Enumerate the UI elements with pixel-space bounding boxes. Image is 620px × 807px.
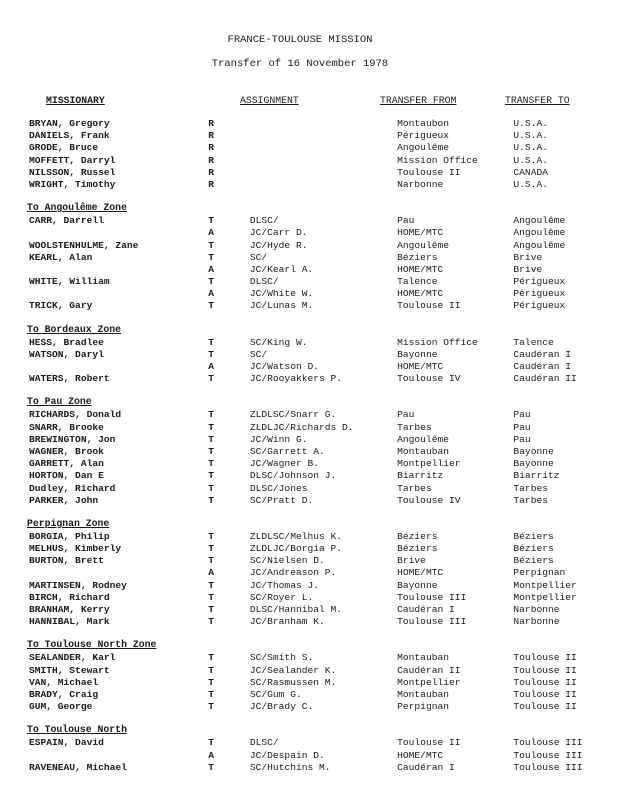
transfer-row: [0, 167, 620, 179]
transfer-from-cell: HOME/MTC: [397, 227, 444, 239]
assignment-cell: JC/Thomas J.: [249, 579, 319, 591]
transfer-to-cell: U.S.A.: [513, 130, 548, 142]
transfer-from-cell: Angoulême: [397, 239, 449, 251]
missionary-name: BRANHAM, Kerry: [29, 604, 110, 615]
transfer-row: [0, 470, 620, 482]
missionary-name: HORTON, Dan E: [29, 470, 104, 482]
transfer-from-cell: Narbonne: [397, 178, 444, 190]
transfer-to-cell: Narbonne: [513, 616, 560, 628]
transfer-code: T: [208, 555, 214, 567]
transfer-code: T: [208, 433, 214, 445]
missionary-name: WAGNER, Brook: [29, 445, 104, 457]
column-header-transfer-to: TRANSFER TO: [505, 95, 570, 106]
section-gap: [0, 628, 620, 638]
assignment-cell: JC/Branham K.: [249, 616, 325, 628]
transfer-from-cell: Mission Office: [397, 154, 478, 166]
missionary-name: MELHUS, Kimberly: [29, 543, 122, 555]
assignment-cell: ZLDLJC/Borgia P.: [249, 543, 343, 555]
assignment-cell: JC/Watson D.: [249, 361, 319, 372]
transfer-code: A: [208, 749, 214, 761]
transfer-section: [0, 507, 620, 629]
transfer-from-cell: Béziers: [397, 543, 438, 555]
missionary-name: [0, 227, 208, 239]
assignment-cell: JC/Sealander K.: [249, 664, 337, 676]
assignment-cell: SC/: [249, 251, 268, 263]
transfer-to-cell: Bayonne: [513, 445, 554, 457]
transfer-to-cell: Caudéran I: [513, 348, 571, 360]
transfer-from-cell: Angoulême: [397, 142, 449, 154]
transfer-code: T: [208, 458, 214, 470]
transfer-row: [0, 142, 620, 154]
transfer-from-cell: Caudéran II: [397, 664, 461, 676]
transfer-row: [0, 118, 620, 130]
missionary-name: KEARL, Alan: [29, 251, 93, 263]
section-title: Perpignan Zone: [27, 517, 110, 529]
transfer-row: [0, 677, 620, 689]
transfer-row: [0, 531, 620, 543]
transfer-row: [0, 701, 620, 713]
section-gap: [0, 191, 620, 201]
transfer-to-cell: Toulouse II: [513, 664, 577, 676]
transfer-row: [0, 750, 620, 762]
section-gap: [0, 313, 620, 323]
assignment-cell: SC/Pratt D.: [249, 494, 314, 506]
missionary-name: BORGIA, Philip: [29, 530, 110, 542]
missionary-name: [0, 361, 208, 373]
transfer-from-cell: HOME/MTC: [397, 263, 444, 275]
transfer-to-cell: Narbonne: [513, 604, 560, 615]
transfer-code: R: [208, 166, 214, 178]
assignment-cell: DLSC/Jones: [249, 482, 308, 494]
transfer-code: T: [208, 336, 214, 348]
transfer-from-cell: Toulouse III: [397, 591, 467, 603]
missionary-name: ESPAIN, David: [29, 737, 104, 749]
transfer-to-cell: Toulouse II: [513, 688, 577, 700]
transfer-to-cell: Périgueux: [513, 300, 566, 312]
transfer-from-cell: Toulouse IV: [397, 494, 461, 506]
transfer-to-cell: Tarbes: [513, 494, 548, 506]
assignment-cell: SC/Nielsen D.: [249, 555, 325, 567]
transfer-section: [0, 118, 620, 191]
assignment-cell: DLSC/: [249, 276, 279, 288]
assignment-cell: ZLDLSC/Melhus K.: [249, 530, 343, 542]
transfer-from-cell: Caudéran I: [397, 604, 455, 615]
transfer-code: T: [208, 276, 214, 288]
transfer-code: A: [208, 288, 214, 300]
missionary-name: MOFFETT, Darryl: [29, 154, 116, 166]
transfer-code: T: [208, 676, 214, 688]
section-title: To Toulouse North: [27, 724, 127, 736]
transfer-to-cell: Brive: [513, 251, 543, 263]
assignment-cell: [250, 118, 397, 130]
transfer-code: T: [208, 421, 214, 433]
missionary-name: BURTON, Brett: [29, 555, 104, 567]
transfer-from-cell: HOME/MTC: [397, 361, 444, 372]
assignment-cell: JC/Wagner B.: [249, 458, 319, 470]
transfer-from-cell: Périgueux: [397, 130, 449, 142]
transfer-code: T: [208, 688, 214, 700]
transfer-to-cell: Montpellier: [513, 591, 577, 603]
transfer-row: [0, 337, 620, 349]
transfer-from-cell: Montpellier: [397, 458, 461, 470]
transfer-code: T: [208, 239, 214, 251]
transfer-code: A: [208, 361, 214, 372]
missionary-name: BIRCH, Richard: [29, 591, 110, 603]
transfer-row: [0, 227, 620, 239]
transfer-code: T: [208, 494, 214, 506]
transfer-code: T: [208, 482, 214, 494]
assignment-cell: JC/Kearl A.: [249, 263, 314, 275]
transfer-from-cell: Toulouse IV: [397, 373, 461, 385]
missionary-name: HANNIBAL, Mark: [29, 616, 110, 628]
assignment-cell: DLSC/Johnson J.: [249, 470, 337, 482]
transfer-from-cell: Montauban: [397, 652, 449, 664]
transfer-code: T: [208, 300, 214, 312]
missionary-name: [0, 288, 208, 300]
transfer-code: T: [208, 652, 214, 664]
assignment-cell: JC/Winn G.: [249, 433, 308, 445]
missionary-name: GARRETT, Alan: [29, 458, 104, 470]
transfer-from-cell: Montauban: [397, 445, 449, 457]
transfer-section: [0, 191, 620, 313]
missionary-name: TRICK, Gary: [29, 300, 93, 312]
transfer-code: T: [208, 445, 214, 457]
transfer-to-cell: U.S.A.: [513, 154, 548, 166]
transfer-row: [0, 252, 620, 264]
transfer-from-cell: Biarritz: [397, 470, 444, 482]
transfer-row: [0, 483, 620, 495]
transfer-code: R: [208, 142, 214, 154]
assignment-cell: DLSC/Hannibal M.: [249, 604, 343, 615]
missionary-name: WATSON, Daryl: [29, 348, 104, 360]
assignment-cell: SC/Hutchins M.: [249, 761, 331, 773]
transfer-row: [0, 567, 620, 579]
transfer-code: T: [208, 579, 214, 591]
transfer-to-cell: Béziers: [513, 530, 554, 542]
transfer-to-cell: Toulouse II: [513, 652, 577, 664]
transfer-row: [0, 300, 620, 312]
transfer-to-cell: Béziers: [513, 543, 554, 555]
transfer-from-cell: HOME/MTC: [397, 288, 444, 300]
transfer-row: [0, 652, 620, 664]
section-title: To Bordeaux Zone: [27, 323, 122, 335]
transfer-to-cell: Pau: [513, 433, 531, 445]
column-header-missionary: MISSIONARY: [46, 95, 105, 106]
transfer-to-cell: Biarritz: [513, 470, 560, 482]
transfer-code: T: [208, 373, 214, 385]
missionary-name: DANIELS, Frank: [29, 130, 110, 142]
transfer-row: [0, 592, 620, 604]
missionary-name: NILSSON, Russel: [29, 166, 116, 178]
assignment-cell: [250, 167, 397, 179]
transfer-section: [0, 628, 620, 713]
assignment-cell: SC/Smith S.: [249, 652, 314, 664]
assignment-cell: SC/Garrett A.: [249, 445, 325, 457]
transfer-code: T: [208, 591, 214, 603]
transfer-to-cell: Angoulême: [513, 227, 566, 239]
transfer-row: [0, 179, 620, 191]
assignment-cell: SC/King W.: [249, 336, 308, 348]
section-gap: [0, 385, 620, 395]
missionary-name: RICHARDS, Donald: [29, 409, 122, 421]
missionary-name: MARTINSEN, Rodney: [29, 579, 127, 591]
transfer-row: [0, 422, 620, 434]
transfer-code: T: [208, 604, 214, 615]
transfer-to-cell: Tarbes: [513, 482, 548, 494]
missionary-name: WRIGHT, Timothy: [29, 178, 116, 190]
transfer-section: [0, 385, 620, 507]
transfer-from-cell: Montpellier: [397, 676, 461, 688]
document-title: FRANCE-TOULOUSE MISSION: [227, 34, 373, 46]
missionary-name: GRODE, Bruce: [29, 142, 99, 154]
transfer-code: T: [208, 348, 214, 360]
assignment-cell: SC/Rasmussen M.: [249, 676, 337, 688]
transfer-code: T: [208, 530, 214, 542]
transfer-from-cell: HOME/MTC: [397, 749, 444, 761]
transfer-row: [0, 555, 620, 567]
column-header-assignment: ASSIGNMENT: [240, 95, 299, 106]
transfer-row: [0, 689, 620, 701]
transfer-row: [0, 737, 620, 749]
transfer-code: T: [208, 470, 214, 482]
transfer-to-cell: Caudéran I: [513, 361, 571, 372]
missionary-name: WOOLSTENHULME, Zane: [29, 239, 139, 251]
transfer-to-cell: Bayonne: [513, 458, 554, 470]
missionary-name: BRADY, Craig: [29, 688, 99, 700]
transfer-to-cell: U.S.A.: [513, 118, 548, 129]
missionary-name: SMITH, Stewart: [29, 664, 110, 676]
transfer-row: [0, 409, 620, 421]
transfer-row: [0, 446, 620, 458]
missionary-name: WHITE, William: [29, 276, 110, 288]
missionary-name: SEALANDER, Karl: [29, 652, 116, 664]
transfer-row: [0, 264, 620, 276]
transfer-from-cell: Tarbes: [397, 421, 432, 433]
assignment-cell: ZLDLJC/Richards D.: [249, 421, 354, 433]
transfer-code: T: [208, 701, 214, 713]
transfer-row: [0, 458, 620, 470]
transfer-from-cell: Tarbes: [397, 482, 432, 494]
transfer-code: T: [208, 616, 214, 628]
transfer-code: R: [208, 130, 214, 142]
assignment-cell: JC/Carr D.: [249, 227, 308, 239]
transfer-code: T: [208, 215, 214, 227]
assignment-cell: SC/: [249, 348, 268, 360]
assignment-cell: JC/Brady C.: [249, 701, 314, 713]
missionary-name: SNARR, Brooke: [29, 421, 104, 433]
column-header-transfer-from: TRANSFER FROM: [380, 95, 457, 106]
assignment-cell: [250, 179, 397, 191]
transfer-to-cell: U.S.A.: [513, 142, 548, 154]
transfer-row: [0, 215, 620, 227]
transfer-to-cell: Toulouse III: [513, 749, 583, 761]
transfer-row: [0, 616, 620, 628]
assignment-cell: [250, 142, 397, 154]
transfer-from-cell: Pau: [397, 215, 415, 227]
section-gap: [0, 507, 620, 517]
transfer-from-cell: Talence: [397, 276, 438, 288]
transfer-code: A: [208, 567, 214, 579]
transfer-row: [0, 288, 620, 300]
transfer-to-cell: Montpellier: [513, 579, 577, 591]
transfer-from-cell: Bayonne: [397, 348, 438, 360]
assignment-cell: DLSC/: [249, 215, 279, 227]
transfer-to-cell: Angoulême: [513, 239, 566, 251]
transfer-code: T: [208, 761, 214, 773]
transfer-section: [0, 713, 620, 774]
transfer-to-cell: Toulouse II: [513, 676, 577, 688]
assignment-cell: SC/Gum G.: [249, 688, 302, 700]
assignment-cell: DLSC/: [249, 737, 279, 749]
transfer-code: A: [208, 263, 214, 275]
transfer-from-cell: Toulouse II: [397, 166, 461, 178]
transfer-to-cell: Périgueux: [513, 288, 566, 300]
transfer-list: [0, 118, 620, 774]
missionary-name: GUM, George: [29, 701, 93, 713]
missionary-name: HESS, Bradlee: [29, 336, 104, 348]
transfer-to-cell: Béziers: [513, 555, 554, 567]
assignment-cell: JC/Lunas M.: [249, 300, 314, 312]
missionary-name: Dudley, Richard: [29, 482, 116, 494]
transfer-from-cell: Mission Office: [397, 336, 478, 348]
transfer-from-cell: HOME/MTC: [397, 567, 444, 579]
transfer-row: [0, 580, 620, 592]
transfer-code: T: [208, 409, 214, 421]
transfer-code: A: [208, 227, 214, 239]
assignment-cell: SC/Royer L.: [249, 591, 314, 603]
transfer-from-cell: Pau: [397, 409, 415, 421]
transfer-from-cell: Angoulême: [397, 433, 449, 445]
missionary-name: VAN, Michael: [29, 676, 99, 688]
transfer-from-cell: Brive: [397, 555, 426, 567]
assignment-cell: ZLDLSC/Snarr G.: [249, 409, 337, 421]
transfer-row: [0, 495, 620, 507]
transfer-to-cell: Pau: [513, 421, 531, 433]
assignment-cell: [250, 155, 397, 167]
transfer-row: [0, 361, 620, 373]
section-title: To Toulouse North Zone: [27, 639, 157, 651]
transfer-from-cell: Perpignan: [397, 701, 449, 713]
missionary-name: BRYAN, Gregory: [29, 118, 110, 129]
transfer-to-cell: Angoulême: [513, 215, 566, 227]
transfer-row: [0, 543, 620, 555]
transfer-code: R: [208, 118, 214, 129]
transfer-to-cell: Périgueux: [513, 276, 566, 288]
transfer-row: [0, 762, 620, 774]
missionary-name: RAVENEAU, Michael: [29, 761, 127, 773]
transfer-from-cell: Toulouse III: [397, 616, 467, 628]
transfer-from-cell: Béziers: [397, 251, 438, 263]
transfer-from-cell: Toulouse II: [397, 300, 461, 312]
transfer-row: [0, 349, 620, 361]
transfer-code: T: [208, 543, 214, 555]
transfer-from-cell: Montaubon: [397, 118, 449, 129]
transfer-from-cell: Béziers: [397, 530, 438, 542]
transfer-row: [0, 155, 620, 167]
document-subtitle: Transfer of 16 November 1978: [211, 58, 389, 70]
transfer-to-cell: Perpignan: [513, 567, 566, 579]
transfer-code: T: [208, 664, 214, 676]
transfer-from-cell: Bayonne: [397, 579, 438, 591]
assignment-cell: JC/Rooyakkers P.: [249, 373, 343, 385]
transfer-row: [0, 604, 620, 616]
transfer-from-cell: Toulouse II: [397, 737, 461, 749]
missionary-name: BREWINGTON, Jon: [29, 433, 116, 445]
transfer-to-cell: Talence: [513, 336, 554, 348]
assignment-cell: JC/Despain D.: [249, 749, 325, 761]
transfer-to-cell: CANADA: [513, 166, 548, 178]
assignment-cell: JC/Hyde R.: [249, 239, 308, 251]
transfer-from-cell: Caudéran I: [397, 761, 455, 773]
transfer-code: T: [208, 251, 214, 263]
section-title: To Pau Zone: [27, 396, 92, 408]
transfer-to-cell: Pau: [513, 409, 531, 421]
assignment-cell: JC/White W.: [249, 288, 314, 300]
transfer-section: [0, 313, 620, 386]
missionary-name: WATERS, Robert: [29, 373, 110, 385]
section-gap: [0, 713, 620, 723]
transfer-row: [0, 373, 620, 385]
transfer-row: [0, 665, 620, 677]
assignment-cell: JC/Andreason P.: [249, 567, 337, 579]
missionary-name: PARKER, John: [29, 494, 99, 506]
transfer-code: R: [208, 154, 214, 166]
transfer-to-cell: Caudéran II: [513, 373, 577, 385]
transfer-code: T: [208, 737, 214, 749]
transfer-to-cell: Brive: [513, 263, 543, 275]
transfer-row: [0, 276, 620, 288]
missionary-name: CARR, Darrell: [29, 215, 104, 227]
missionary-name: [0, 567, 208, 579]
assignment-cell: [250, 130, 397, 142]
section-title: To Angoulême Zone: [27, 202, 127, 214]
transfer-row: [0, 130, 620, 142]
transfer-to-cell: Toulouse II: [513, 701, 577, 713]
transfer-row: [0, 240, 620, 252]
transfer-to-cell: Toulouse III: [513, 761, 583, 773]
transfer-to-cell: Toulouse III: [513, 737, 583, 749]
transfer-to-cell: U.S.A.: [513, 178, 548, 190]
transfer-row: [0, 434, 620, 446]
missionary-name: [0, 264, 208, 276]
transfer-from-cell: Montauban: [397, 688, 449, 700]
transfer-code: R: [208, 178, 214, 190]
missionary-name: [0, 750, 208, 762]
